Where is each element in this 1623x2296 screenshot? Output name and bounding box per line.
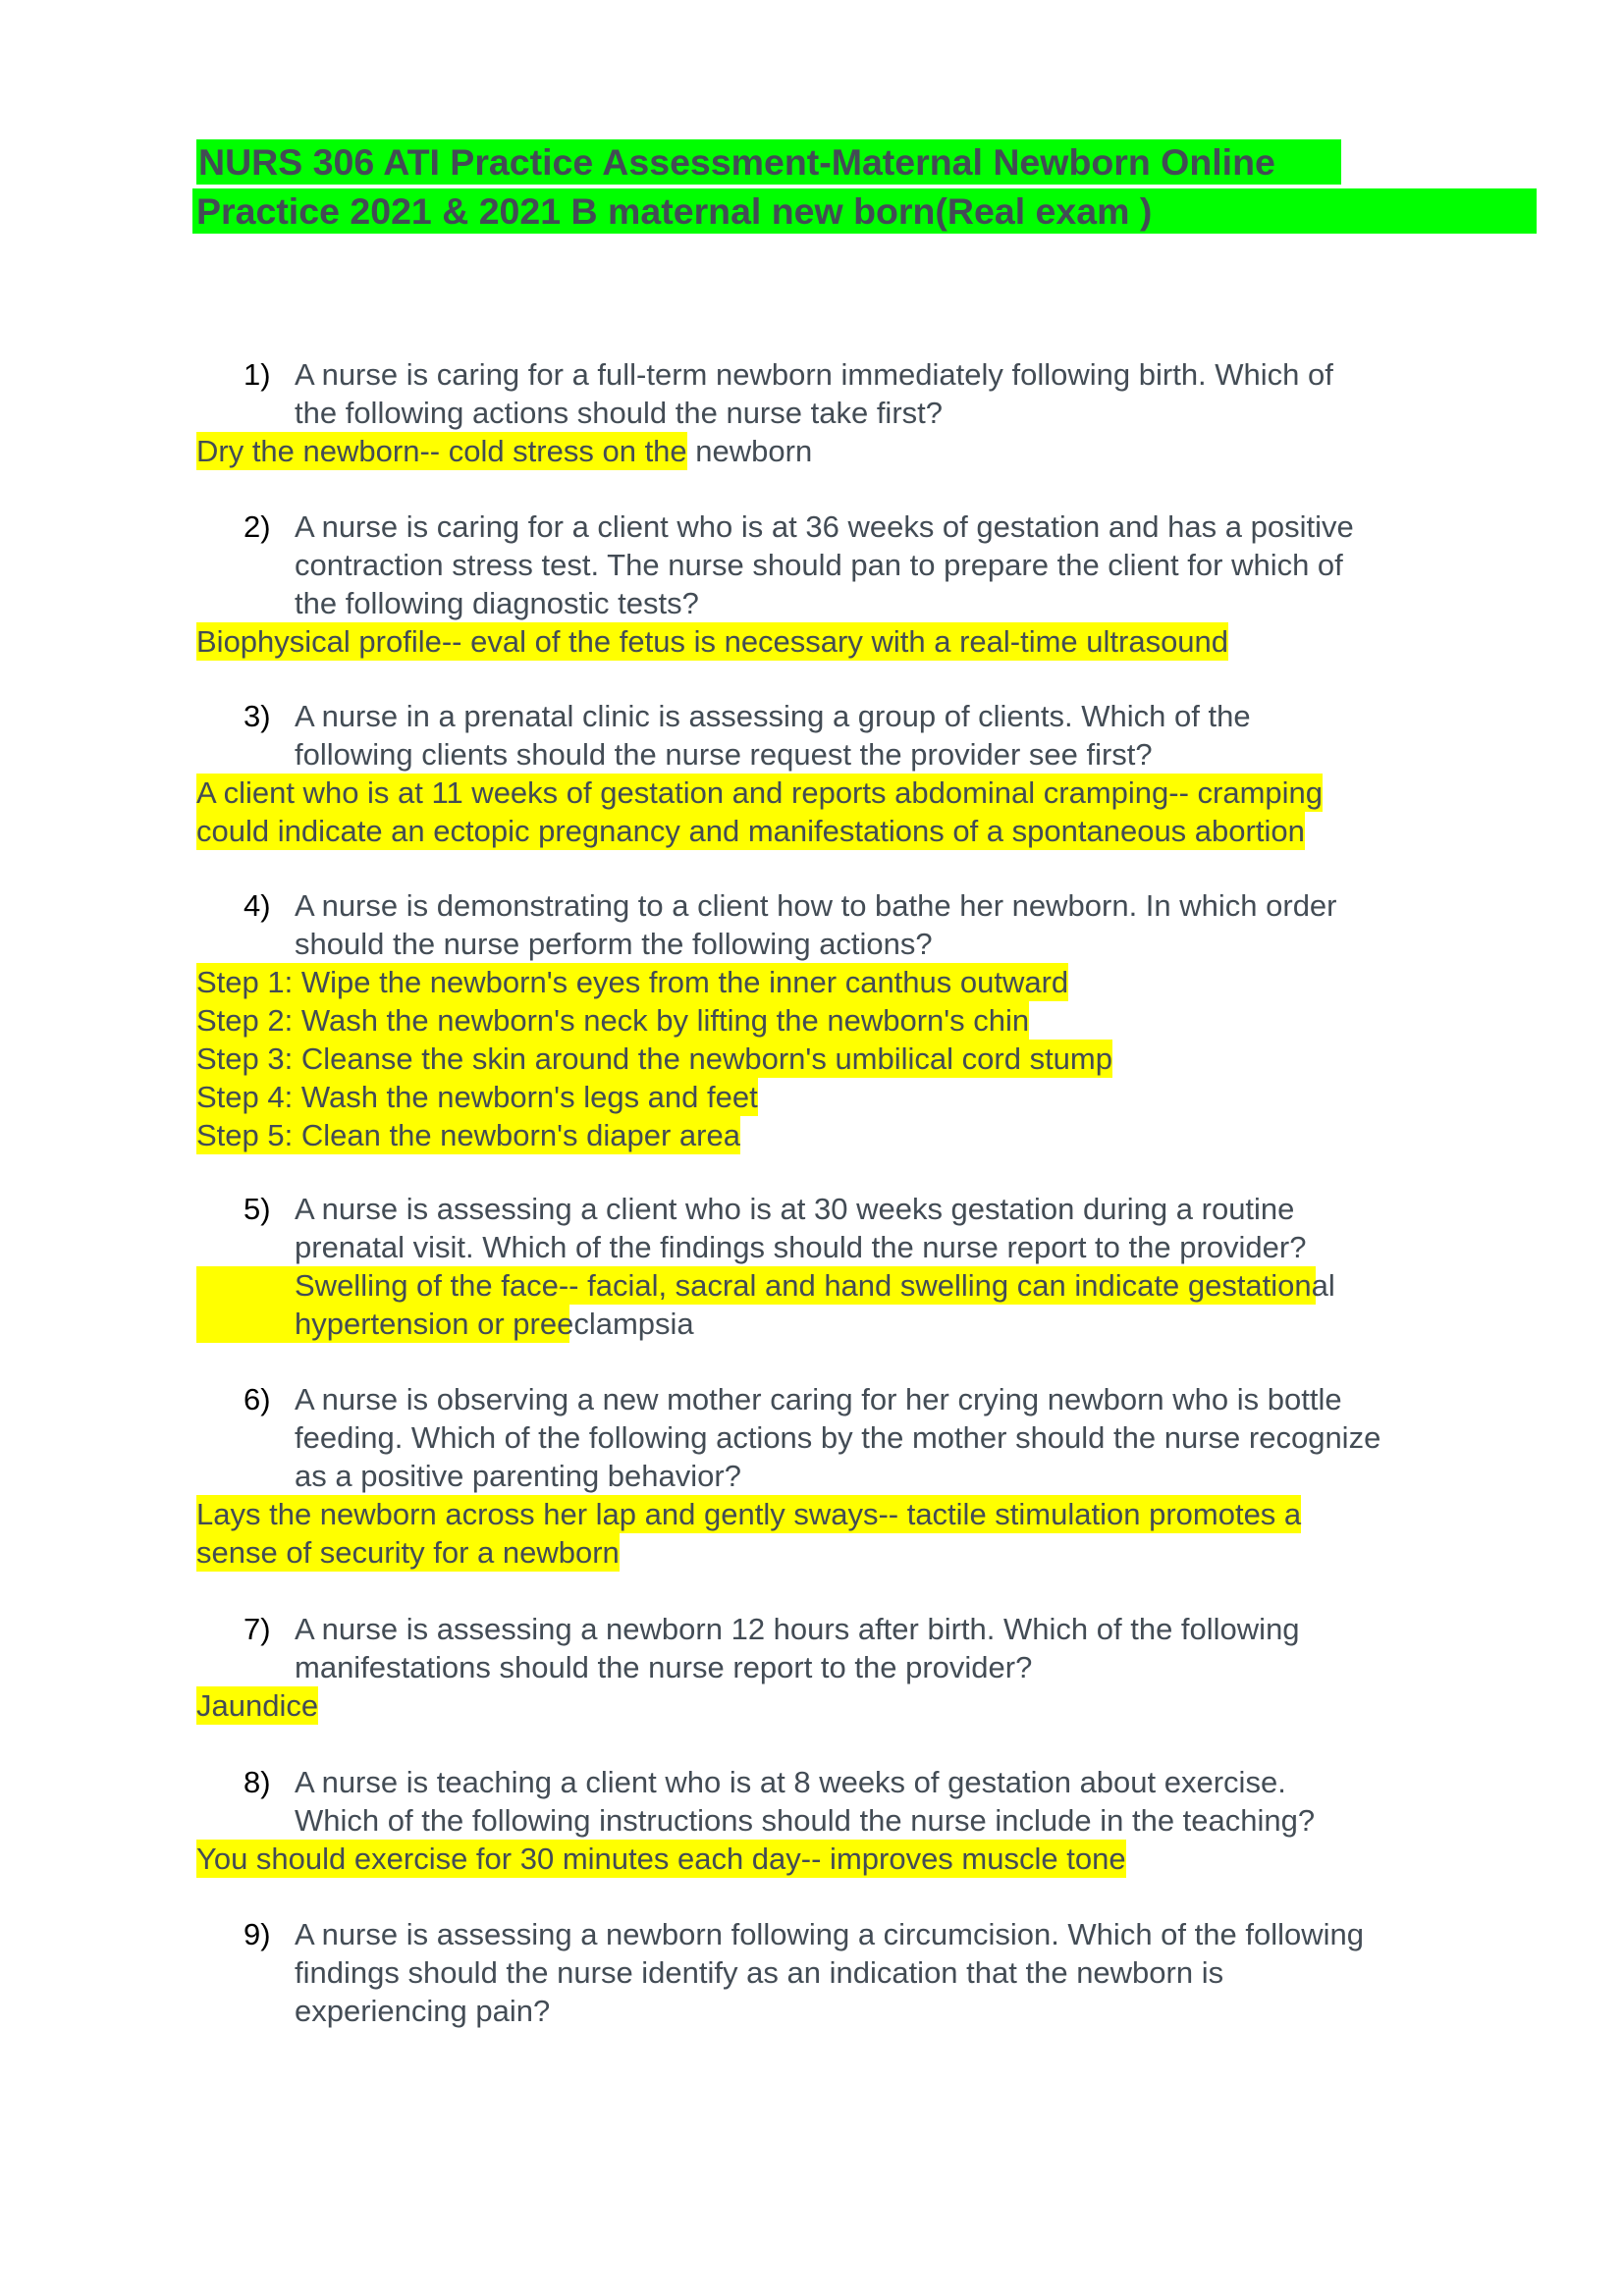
question-4 xyxy=(0,886,1623,1154)
question-6 xyxy=(0,1380,1623,1572)
question-text: 9) A nurse is assessing a newborn following a circumcision. Which of the following findings should the nurse identify as an indication that the newborn is experiencing pain? xyxy=(243,1917,1364,2028)
question-text: 8) A nurse is teaching a client who is at 8 weeks of gestation about exercise. Which of the following instructions should the nurse include in the teaching? xyxy=(243,1765,1316,1838)
question-number: 6) xyxy=(243,1382,271,1416)
question-text: 5) A nurse is assessing a client who is at 30 weeks gestation during a routine prenatal visit. Which of the findings should the nurse report to the provider? xyxy=(243,1192,1307,1264)
answer-highlight: Jaundice xyxy=(196,1688,319,1723)
title-line-1: NURS 306 ATI Practice Assessment-Maternal Newborn Online xyxy=(192,139,1547,185)
question-text: 4) A nurse is demonstrating to a client how to bathe her newborn. In which order should the nurse perform the following actions? xyxy=(243,888,1337,961)
question-number: 7) xyxy=(243,1612,271,1646)
question-1 xyxy=(0,355,1623,470)
answer-step-3: Step 3: Cleanse the skin around the newborn's umbilical cord stump xyxy=(196,1041,1112,1076)
question-number: 2) xyxy=(243,509,271,544)
question-number: 5) xyxy=(243,1192,271,1226)
question-number: 1) xyxy=(243,357,271,392)
document-title xyxy=(192,139,1547,234)
question-7 xyxy=(0,1610,1623,1725)
question-2 xyxy=(0,507,1623,661)
answer-step-4: Step 4: Wash the newborn's legs and feet xyxy=(196,1080,758,1114)
answer-highlight: could indicate an ectopic pregnancy and manifestations of a spontaneous abortion xyxy=(196,814,1305,848)
title-line-2: Practice 2021 & 2021 B maternal new born(Real exam ) xyxy=(192,188,1547,234)
question-number: 8) xyxy=(243,1765,271,1799)
question-number: 3) xyxy=(243,699,271,733)
answer xyxy=(196,1840,1623,1878)
question-text: 1) A nurse is caring for a full-term newborn immediately following birth. Which of the following actions should the nurse take first? xyxy=(243,357,1333,430)
answer: Dry the newborn-- cold stress on the newborn xyxy=(196,434,813,468)
answer-steps xyxy=(196,963,1623,1154)
question-3 xyxy=(0,697,1623,850)
answer xyxy=(196,622,1623,661)
question-9 xyxy=(0,1915,1623,2030)
answer-highlight: Biophysical profile-- eval of the fetus is necessary with a real-time ultrasound xyxy=(196,624,1229,659)
question-number: 4) xyxy=(243,888,271,923)
answer xyxy=(196,774,1623,850)
question-number: 9) xyxy=(243,1917,271,1951)
answer-step-1: Step 1: Wipe the newborn's eyes from the inner canthus outward xyxy=(196,965,1069,999)
question-5 xyxy=(0,1190,1623,1343)
question-text: 6) A nurse is observing a new mother caring for her crying newborn who is bottle feeding. Which of the following actions by the mother should the nurse recognize as a positive parenting behavior? xyxy=(243,1382,1381,1493)
answer xyxy=(196,1686,1623,1725)
answer xyxy=(196,1495,1623,1572)
answer-highlight: sense of security for a newborn xyxy=(196,1535,620,1570)
answer-highlight: A client who is at 11 weeks of gestation and reports abdominal cramping-- cramping xyxy=(196,775,1324,810)
question-text: 3) A nurse in a prenatal clinic is assessing a group of clients. Which of the following clients should the nurse request the provider see first? xyxy=(243,699,1251,772)
question-text: 2) A nurse is caring for a client who is at 36 weeks of gestation and has a positive contraction stress test. The nurse should pan to prepare the client for which of the following diagnostic tests? xyxy=(243,509,1354,620)
question-text: 7) A nurse is assessing a newborn 12 hours after birth. Which of the following manifestations should the nurse report to the provider? xyxy=(243,1612,1300,1684)
answer-step-2: Step 2: Wash the newborn's neck by lifting the newborn's chin xyxy=(196,1003,1030,1038)
answer-highlight: Lays the newborn across her lap and gently sways-- tactile stimulation promotes a xyxy=(196,1497,1302,1531)
answer-step-5: Step 5: Clean the newborn's diaper area xyxy=(196,1118,740,1152)
question-8 xyxy=(0,1763,1623,1878)
answer-highlight: You should exercise for 30 minutes each day-- improves muscle tone xyxy=(196,1842,1126,1876)
answer: Swelling of the face-- facial, sacral and hand swelling can indicate gestational hypertension or preeclampsia xyxy=(0,1266,1623,1343)
answer-highlight: Dry the newborn-- cold stress on the xyxy=(196,434,687,468)
